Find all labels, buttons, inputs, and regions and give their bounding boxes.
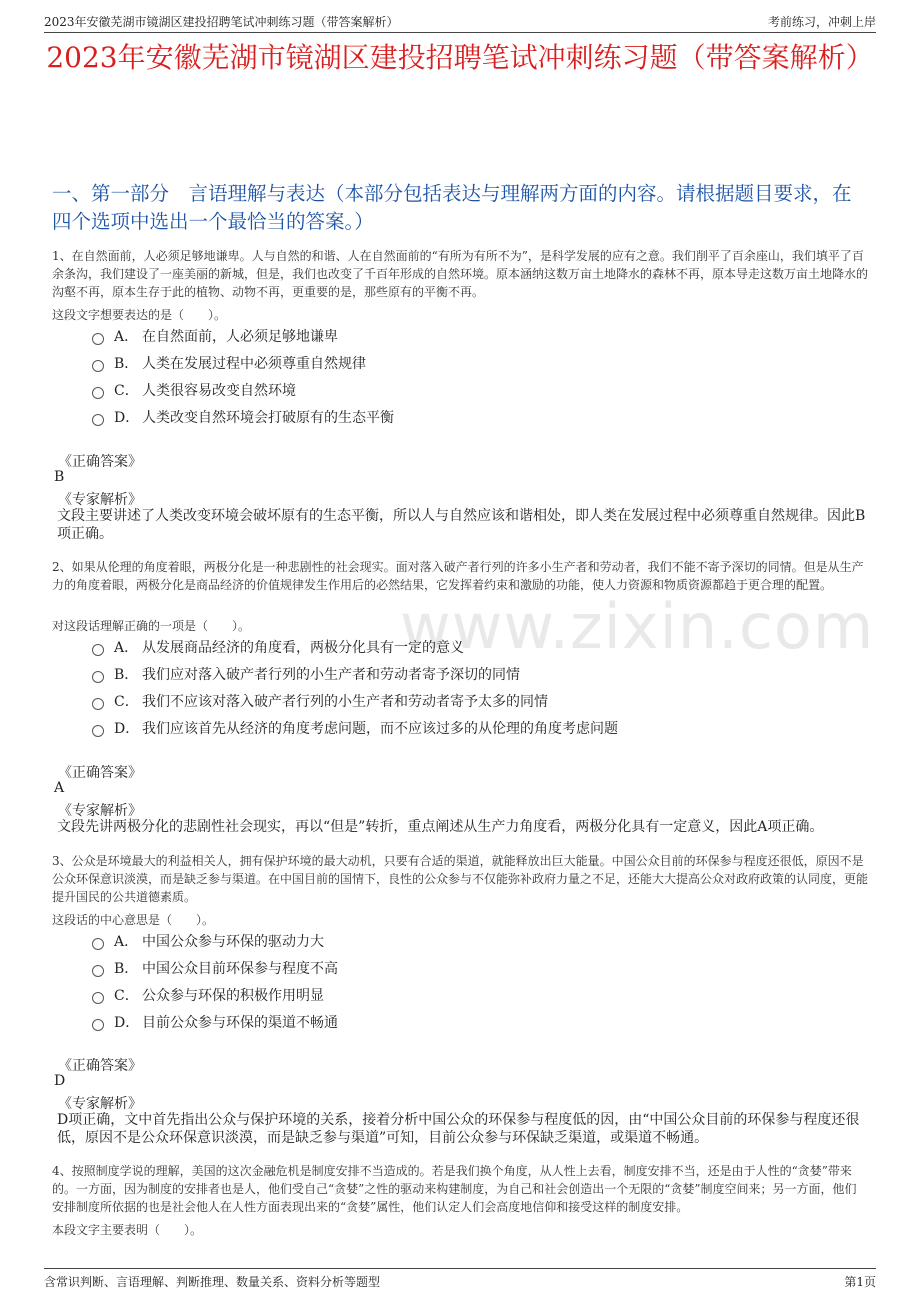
option-text: 我们不应该对落入破产者行列的小生产者和劳动者寄予太多的同情 [142,694,548,710]
radio-button-icon[interactable] [92,1019,104,1031]
radio-button-icon[interactable] [92,725,104,737]
header-doc-title: 2023年安徽芜湖市镜湖区建投招聘笔试冲刺练习题（带答案解析） [44,15,399,29]
option-letter: B． [114,667,139,683]
question-3-stem: 3、公众是环境最大的利益相关人，拥有保护环境的最大动机，只要有合适的渠道，就能释放出巨大能量。中国公众目前的环保参与程度还很低，原因不是公众环保意识淡漠，而是缺乏参与渠道。在中国目前的国情下，良性的公众参与不仅能弥补政府力量之不足，还能大大提高公众对政府政策的认同度，更能提升国民的公共道德素质。 [52,854,869,904]
answer-value: A [54,780,65,796]
option-letter: B． [114,356,139,372]
option-text: 目前公众参与环保的渠道不畅通 [142,1015,338,1031]
explanation-label: 《专家解析》 [58,492,142,508]
explanation-text: 文段主要讲述了人类改变环境会破坏原有的生态平衡，所以人与自然应该和谐相处，即人类在发展过程中必须尊重自然规律。因此B项正确。 [57,508,866,542]
radio-button-icon[interactable] [92,698,104,710]
question-4-stem: 4、按照制度学说的理解，美国的这次金融危机是制度安排不当造成的。若是我们换个角度，从人性上去看，制度安排不当，还是由于人性的“贪婪”带来的。一方面，因为制度的安排者也是人，他们受自己“贪婪”之性的驱动来构建制度，为自己和社会创造出一个无限的“贪婪”制度空间来；另一方面，他们安排制度所依据的也是社会他人在人性方面表现出来的“贪婪”属性，他们认定人们会高度地信仰和接受这样的制度安排。 [52,1164,857,1214]
document-title: 2023年安徽芜湖市镜湖区建投招聘笔试冲刺练习题（带答案解析） [46,41,874,74]
option-letter: D． [114,410,140,426]
option-letter: A． [114,329,139,345]
answer-value: B [54,469,65,485]
answer-value: D [54,1073,66,1089]
page-number: 第1页 [844,1275,876,1289]
explanation-label: 《专家解析》 [58,1096,142,1112]
option-text: 我们应对落入破产者行列的小生产者和劳动者寄予深切的同情 [142,667,520,683]
radio-button-icon[interactable] [92,360,104,372]
option-text: 公众参与环保的积极作用明显 [142,988,324,1004]
footer-topics: 含常识判断、言语理解、判断推理、数量关系、资料分析等题型 [44,1275,381,1289]
explanation-text: 文段先讲两极分化的悲剧性社会现实，再以“但是”转折，重点阐述从生产力角度看，两极分化具有一定意义，因此A项正确。 [57,819,824,835]
explanation-label: 《专家解析》 [58,803,142,819]
option-letter: A． [114,934,139,950]
question-3-prompt: 这段话的中心意思是（ ）。 [52,913,215,927]
watermark: www.zixin.com [400,590,875,663]
answer-label: 《正确答案》 [58,765,142,781]
option-letter: A． [114,640,139,656]
option-letter: C． [114,694,139,710]
question-2-stem: 2、如果从伦理的角度着眼，两极分化是一种悲剧性的社会现实。面对落入破产者行列的许多小生产者和劳动者，我们不能不寄予深切的同情。但是从生产力的角度着眼，两极分化是商品经济的价值规律发生作用后的必然结果，它发挥着约束和激励的功能，使人力资源和物质资源都趋于更合理的配置。 [52,560,864,592]
page-header [44,10,876,33]
option-text: 人类在发展过程中必须尊重自然规律 [142,356,366,372]
option-letter: D． [114,721,140,737]
answer-label: 《正确答案》 [58,454,142,470]
header-slogan: 考前练习，冲刺上岸 [767,15,876,29]
radio-button-icon[interactable] [92,671,104,683]
explanation-text: D项正确，文中首先指出公众与保护环境的关系，接着分析中国公众的环保参与程度低的因，由“中国公众目前的环保参与程度还很低，原因不是公众环保意识淡漠，而是缺乏参与渠道”可知，目前公众参与环保缺乏渠道，或渠道不畅通。 [57,1112,860,1146]
radio-button-icon[interactable] [92,333,104,345]
section-heading: 一、第一部分 言语理解与表达（本部分包括表达与理解两方面的内容。请根据题目要求，在四个选项中选出一个最恰当的答案。） [52,182,852,233]
option-text: 从发展商品经济的角度看，两极分化具有一定的意义 [142,640,464,656]
radio-button-icon[interactable] [92,965,104,977]
radio-button-icon[interactable] [92,644,104,656]
option-letter: C． [114,988,139,1004]
question-1-prompt: 这段文字想要表达的是（ ）。 [52,308,227,322]
question-1-stem: 1、在自然面前，人必须足够地谦卑。人与自然的和谐、人在自然面前的“有所为有所不为”，是科学发展的应有之意。我们削平了百余座山，我们填平了百余条沟，我们建设了一座美丽的新城，但是，我们也改变了千百年形成的自然环境。原本涵纳这数万亩土地降水的森林不再，原本导走这数万亩土地降水的沟壑不再，原本生存于此的植物、动物不再，更重要的是，那些原有的平衡不再。 [52,249,869,299]
option-text: 中国公众目前环保参与程度不高 [142,961,338,977]
option-letter: B． [114,961,139,977]
radio-button-icon[interactable] [92,992,104,1004]
question-2-prompt: 对这段话理解正确的一项是（ ）。 [52,619,251,633]
radio-button-icon[interactable] [92,938,104,950]
answer-label: 《正确答案》 [58,1058,142,1074]
option-letter: D． [114,1015,140,1031]
radio-button-icon[interactable] [92,387,104,399]
option-text: 我们应该首先从经济的角度考虑问题，而不应该过多的从伦理的角度考虑问题 [142,721,618,737]
question-4-prompt: 本段文字主要表明（ ）。 [52,1223,203,1237]
page-footer [44,1268,876,1295]
option-text: 人类改变自然环境会打破原有的生态平衡 [142,410,394,426]
option-text: 人类很容易改变自然环境 [142,383,296,399]
option-letter: C． [114,383,139,399]
option-text: 在自然面前，人必须足够地谦卑 [142,329,338,345]
option-text: 中国公众参与环保的驱动力大 [142,934,324,950]
radio-button-icon[interactable] [92,414,104,426]
